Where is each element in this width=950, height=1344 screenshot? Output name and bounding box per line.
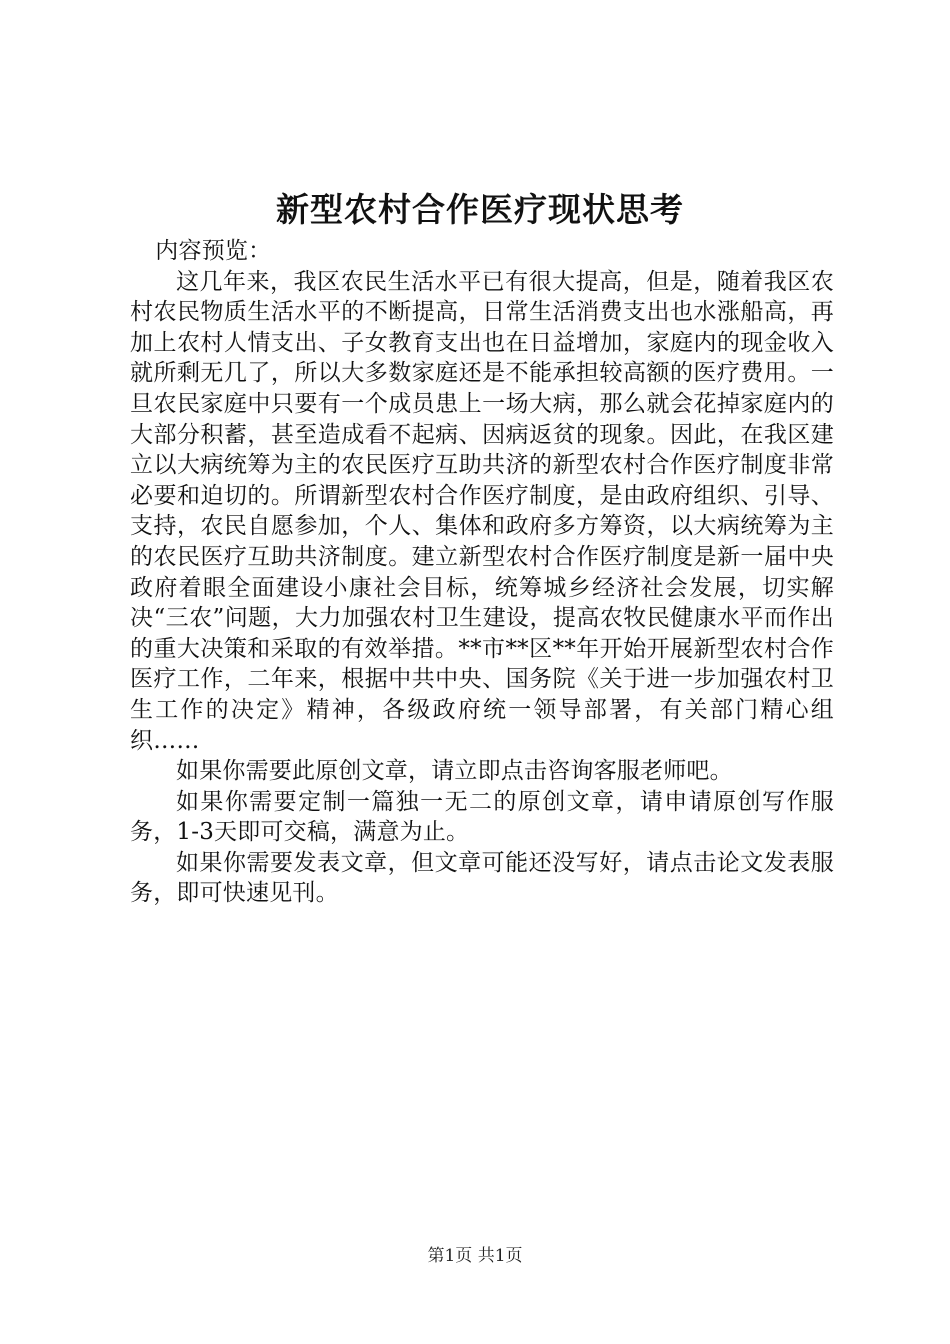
preview-label: 内容预览： (155, 238, 272, 264)
page-indicator: 第1页 共1页 (427, 1246, 523, 1266)
paragraph-consult: 如果你需要此原创文章，请立即点击咨询客服老师吧。 (176, 758, 733, 785)
paragraph-main: 这几年来，我区农民生活水平已有很大提高，但是，随着我区农村农民物质生活水平的不断提高，日常生活消费支出也水涨船高，再加上农村人情支出、子女教育支出也在日益增加，家庭内的现金收入就所剩无几了，所以大多数家庭还是不能承担较高额的医疗费用。一旦农民家庭中只要有一个成员患上一场大病，那么就会花掉家庭内的大部分积蓄，甚至造成看不起病、因病返贫的现象。因此，在我区建立以大病统筹为主的农民医疗互助共济的新型农村合作医疗制度非常必要和迫切的。所谓新型农村合作医疗制度，是由政府组织、引导、支持，农民自愿参加，个人、集体和政府多方筹资，以大病统筹为主的农民医疗互助共济制度。建立新型农村合作医疗制度是新一届中央政府着眼全面建设小康社会目标，统筹城乡经济社会发展，切实解决“三农”问题，大力加强农村卫生建设，提高农牧民健康水平而作出的重大决策和采取的有效举措。**市**区**年开始开展新型农村合作医疗工作，二年来，根据中共中央、国务院《关于进一步加强农村卫生工作的决定》精神，各级政府统一领导部署，有关部门精心组织…… (130, 268, 834, 754)
paragraph-publish: 如果你需要发表文章，但文章可能还没写好，请点击论文发表服务，即可快速见刊。 (130, 849, 834, 907)
paragraph-custom: 如果你需要定制一篇独一无二的原创文章，请申请原创写作服务，1-3天即可交稿，满意为止。 (130, 788, 834, 846)
document-title: 新型农村合作医疗现状思考 (276, 190, 684, 229)
document-body (130, 236, 834, 909)
